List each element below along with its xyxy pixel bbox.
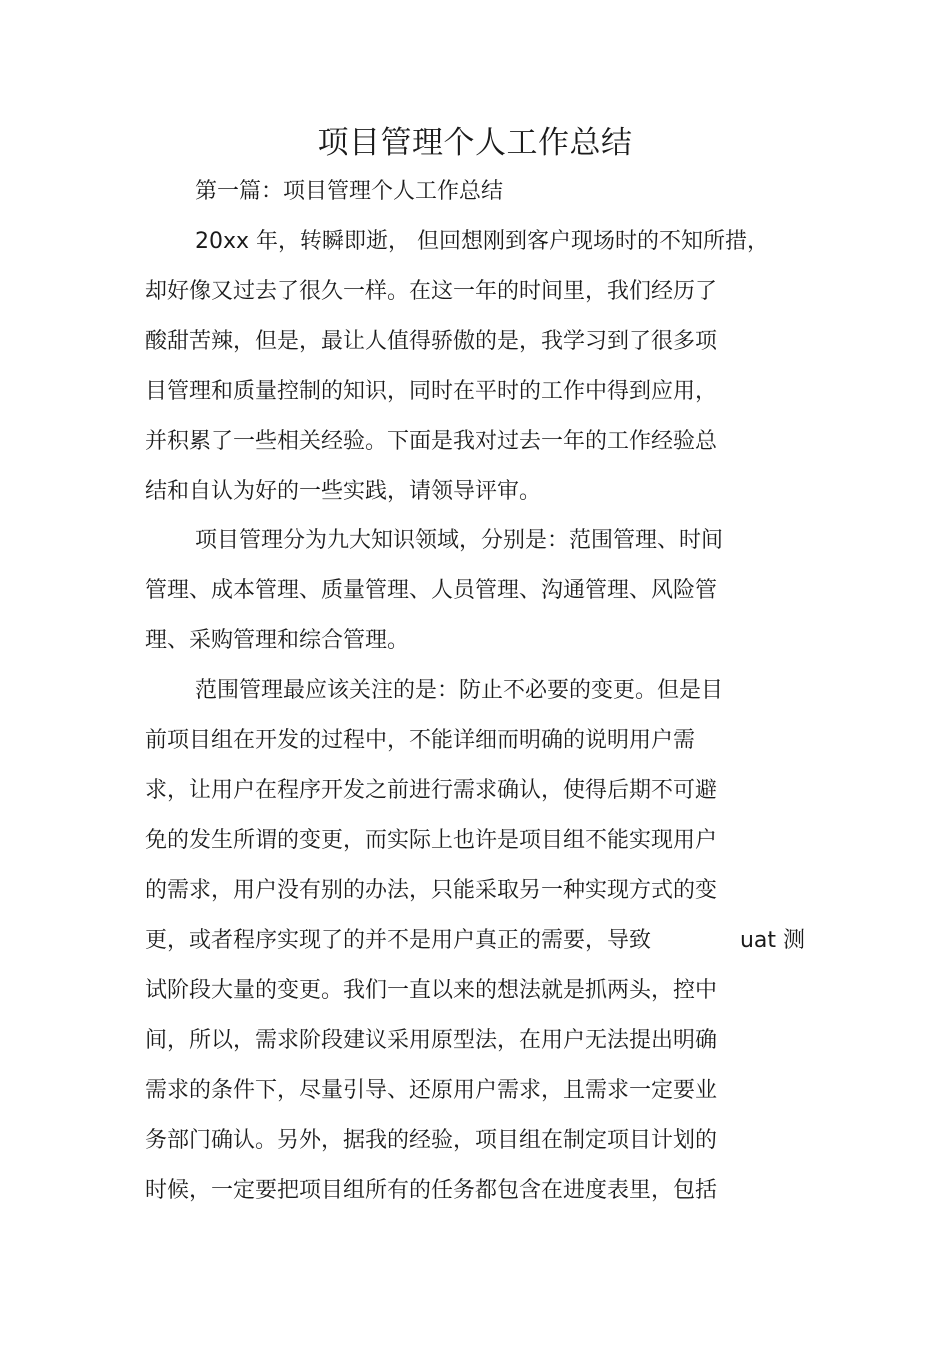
paragraph-line-tail: uat 测 xyxy=(739,928,805,953)
paragraph-line: 项目管理分为九大知识领域，分别是：范围管理、时间 xyxy=(195,528,724,553)
paragraph-line: 却好像又过去了很久一样。在这一年的时间里，我们经历了 xyxy=(145,279,718,304)
paragraph-line: 间，所以，需求阶段建议采用原型法，在用户无法提出明确 xyxy=(145,1028,718,1053)
section-heading: 第一篇：项目管理个人工作总结 xyxy=(195,179,504,204)
paragraph-line: 求，让用户在程序开发之前进行需求确认，使得后期不可避 xyxy=(145,778,718,803)
paragraph-line: 目管理和质量控制的知识，同时在平时的工作中得到应用， xyxy=(145,379,718,404)
paragraph-line: 酸甜苦辣，但是，最让人值得骄傲的是，我学习到了很多项 xyxy=(145,329,718,354)
paragraph-line: 时候，一定要把项目组所有的任务都包含在进度表里，包括 xyxy=(145,1178,718,1203)
paragraph-line: 需求的条件下，尽量引导、还原用户需求，且需求一定要业 xyxy=(145,1078,718,1103)
paragraph-line: 管理、成本管理、质量管理、人员管理、沟通管理、风险管 xyxy=(145,578,718,603)
paragraph-line: 并积累了一些相关经验。下面是我对过去一年的工作经验总 xyxy=(145,429,718,454)
paragraph-line: 20xx 年，转瞬即逝， 但回想刚到客户现场时的不知所措， xyxy=(195,229,770,254)
paragraph-line: 理、采购管理和综合管理。 xyxy=(145,628,410,653)
paragraph-line: 试阶段大量的变更。我们一直以来的想法就是抓两头，控中 xyxy=(145,978,718,1003)
paragraph-line: 前项目组在开发的过程中，不能详细而明确的说明用户需 xyxy=(145,728,696,753)
paragraph-line: 免的发生所谓的变更，而实际上也许是项目组不能实现用户 xyxy=(145,828,718,853)
paragraph-line: 范围管理最应该关注的是：防止不必要的变更。但是目 xyxy=(195,678,724,703)
paragraph-line: 的需求，用户没有别的办法，只能采取另一种实现方式的变 xyxy=(145,878,718,903)
paragraph-line-text: 更，或者程序实现了的并不是用户真正的需要，导致 xyxy=(145,928,652,953)
paragraph-line: 务部门确认。另外，据我的经验，项目组在制定项目计划的 xyxy=(145,1128,718,1153)
paragraph-line xyxy=(145,925,805,957)
document-title: 项目管理个人工作总结 xyxy=(317,125,633,161)
paragraph-line: 结和自认为好的一些实践，请领导评审。 xyxy=(145,479,542,504)
